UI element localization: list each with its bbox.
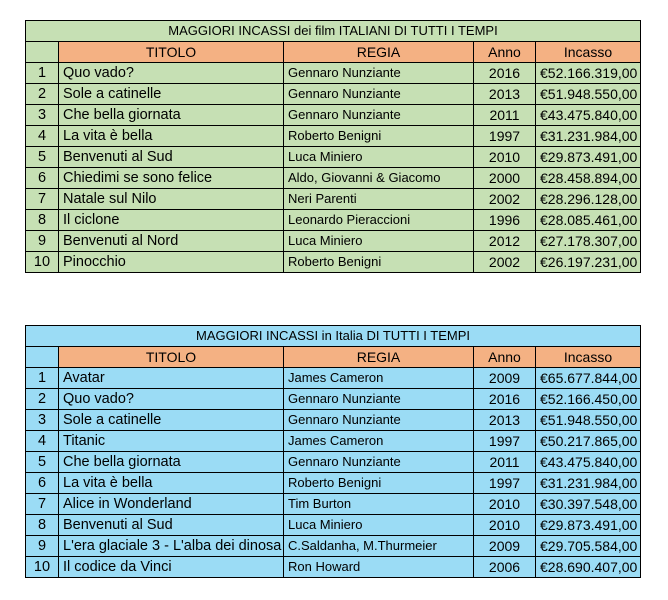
- director-cell: Luca Miniero: [284, 231, 474, 252]
- rank-cell: 7: [26, 494, 59, 515]
- gross-cell: [536, 63, 641, 84]
- gross-cell: [536, 410, 641, 431]
- director-cell: Gennaro Nunziante: [284, 410, 474, 431]
- director-cell: Gennaro Nunziante: [284, 105, 474, 126]
- table-row: [26, 126, 641, 147]
- header-incasso: Incasso: [536, 347, 641, 368]
- table-row: [26, 473, 641, 494]
- rank-cell: 10: [26, 252, 59, 273]
- header-regia: REGIA: [284, 347, 474, 368]
- gross-amount: 29.873.491,00: [547, 517, 638, 533]
- gross-amount: 43.475.840,00: [547, 107, 638, 123]
- gross-amount: 52.166.450,00: [547, 391, 638, 407]
- rank-cell: 2: [26, 389, 59, 410]
- rank-cell: 7: [26, 189, 59, 210]
- director-cell: Gennaro Nunziante: [284, 452, 474, 473]
- rank-cell: 5: [26, 147, 59, 168]
- rank-cell: 4: [26, 126, 59, 147]
- gross-amount: 65.677.844,00: [547, 370, 638, 386]
- director-cell: Roberto Benigni: [284, 252, 474, 273]
- gross-cell: [536, 431, 641, 452]
- header-titolo: TITOLO: [59, 347, 284, 368]
- currency-symbol: €: [540, 191, 548, 207]
- table-header-row: [26, 347, 641, 368]
- currency-symbol: €: [540, 370, 548, 386]
- rank-cell: 5: [26, 452, 59, 473]
- gross-cell: [536, 536, 641, 557]
- table-row: [26, 515, 641, 536]
- year-cell: 1997: [474, 473, 536, 494]
- currency-symbol: €: [540, 233, 548, 249]
- gross-amount: 51.948.550,00: [547, 86, 638, 102]
- currency-symbol: €: [540, 149, 548, 165]
- title-cell: Titanic: [59, 431, 284, 452]
- year-cell: 2011: [474, 452, 536, 473]
- gross-cell: [536, 452, 641, 473]
- gross-cell: [536, 515, 641, 536]
- table-row: [26, 410, 641, 431]
- year-cell: 2006: [474, 557, 536, 578]
- director-cell: Aldo, Giovanni & Giacomo: [284, 168, 474, 189]
- title-cell: L'era glaciale 3 - L'alba dei dinosa: [59, 536, 284, 557]
- director-cell: Roberto Benigni: [284, 473, 474, 494]
- header-corner-cell: [26, 347, 59, 368]
- year-cell: 2009: [474, 368, 536, 389]
- rank-cell: 10: [26, 557, 59, 578]
- year-cell: 2002: [474, 189, 536, 210]
- gross-cell: [536, 368, 641, 389]
- currency-symbol: €: [540, 559, 548, 575]
- year-cell: 2000: [474, 168, 536, 189]
- gross-cell: [536, 126, 641, 147]
- gross-cell: [536, 231, 641, 252]
- table-title: MAGGIORI INCASSI dei film ITALIANI DI TUTTI I TEMPI: [26, 21, 641, 42]
- title-cell: Quo vado?: [59, 63, 284, 84]
- gross-cell: [536, 168, 641, 189]
- rank-cell: 3: [26, 410, 59, 431]
- currency-symbol: €: [540, 475, 548, 491]
- title-cell: Che bella giornata: [59, 452, 284, 473]
- director-cell: C.Saldanha, M.Thurmeier: [284, 536, 474, 557]
- title-cell: Che bella giornata: [59, 105, 284, 126]
- title-cell: La vita è bella: [59, 473, 284, 494]
- title-cell: Chiedimi se sono felice: [59, 168, 284, 189]
- rank-cell: 8: [26, 210, 59, 231]
- table-title-row: [26, 326, 641, 347]
- director-cell: Ron Howard: [284, 557, 474, 578]
- currency-symbol: €: [540, 412, 548, 428]
- title-cell: Sole a catinelle: [59, 410, 284, 431]
- table-header-row: [26, 42, 641, 63]
- year-cell: 2016: [474, 389, 536, 410]
- header-anno: Anno: [474, 42, 536, 63]
- table-row: [26, 231, 641, 252]
- header-corner-cell: [26, 42, 59, 63]
- currency-symbol: €: [540, 65, 548, 81]
- gross-cell: [536, 147, 641, 168]
- header-incasso: Incasso: [536, 42, 641, 63]
- gross-amount: 29.873.491,00: [547, 149, 638, 165]
- currency-symbol: €: [540, 517, 548, 533]
- gross-amount: 28.296.128,00: [547, 191, 638, 207]
- year-cell: 2009: [474, 536, 536, 557]
- rank-cell: 9: [26, 231, 59, 252]
- table-row: [26, 452, 641, 473]
- gross-amount: 51.948.550,00: [547, 412, 638, 428]
- table-row: [26, 494, 641, 515]
- title-cell: Benvenuti al Sud: [59, 147, 284, 168]
- title-cell: Pinocchio: [59, 252, 284, 273]
- table-row: [26, 189, 641, 210]
- gross-cell: [536, 84, 641, 105]
- rank-cell: 1: [26, 63, 59, 84]
- gross-amount: 52.166.319,00: [547, 65, 638, 81]
- director-cell: Leonardo Pieraccioni: [284, 210, 474, 231]
- table-row: [26, 168, 641, 189]
- director-cell: Tim Burton: [284, 494, 474, 515]
- year-cell: 2013: [474, 84, 536, 105]
- gross-cell: [536, 252, 641, 273]
- table-row: [26, 210, 641, 231]
- header-anno: Anno: [474, 347, 536, 368]
- title-cell: Quo vado?: [59, 389, 284, 410]
- title-cell: Avatar: [59, 368, 284, 389]
- currency-symbol: €: [540, 538, 548, 554]
- year-cell: 2002: [474, 252, 536, 273]
- gross-amount: 27.178.307,00: [547, 233, 638, 249]
- table-row: [26, 105, 641, 126]
- rank-cell: 1: [26, 368, 59, 389]
- year-cell: 2016: [474, 63, 536, 84]
- currency-symbol: €: [540, 496, 548, 512]
- title-cell: La vita è bella: [59, 126, 284, 147]
- gross-amount: 30.397.548,00: [547, 496, 638, 512]
- rank-cell: 9: [26, 536, 59, 557]
- all-time-italy-table-body: [26, 326, 641, 578]
- gross-cell: [536, 105, 641, 126]
- gross-cell: [536, 494, 641, 515]
- title-cell: Natale sul Nilo: [59, 189, 284, 210]
- gross-amount: 50.217.865,00: [547, 433, 638, 449]
- title-cell: Il codice da Vinci: [59, 557, 284, 578]
- gross-cell: [536, 189, 641, 210]
- table-row: [26, 557, 641, 578]
- currency-symbol: €: [540, 128, 548, 144]
- title-cell: Benvenuti al Nord: [59, 231, 284, 252]
- table-row: [26, 63, 641, 84]
- year-cell: 2011: [474, 105, 536, 126]
- rank-cell: 2: [26, 84, 59, 105]
- year-cell: 1997: [474, 431, 536, 452]
- title-cell: Alice in Wonderland: [59, 494, 284, 515]
- currency-symbol: €: [540, 391, 548, 407]
- rank-cell: 6: [26, 168, 59, 189]
- table-row: [26, 147, 641, 168]
- rank-cell: 8: [26, 515, 59, 536]
- table-row: [26, 84, 641, 105]
- table-row: [26, 431, 641, 452]
- year-cell: 2010: [474, 494, 536, 515]
- director-cell: Gennaro Nunziante: [284, 84, 474, 105]
- gross-amount: 28.458.894,00: [547, 170, 638, 186]
- year-cell: 2010: [474, 147, 536, 168]
- gross-cell: [536, 389, 641, 410]
- gross-amount: 29.705.584,00: [547, 538, 638, 554]
- header-regia: REGIA: [284, 42, 474, 63]
- table-row: [26, 368, 641, 389]
- currency-symbol: €: [540, 86, 548, 102]
- year-cell: 2013: [474, 410, 536, 431]
- currency-symbol: €: [540, 454, 548, 470]
- year-cell: 1997: [474, 126, 536, 147]
- director-cell: Luca Miniero: [284, 515, 474, 536]
- currency-symbol: €: [540, 212, 548, 228]
- gross-amount: 43.475.840,00: [547, 454, 638, 470]
- currency-symbol: €: [540, 107, 548, 123]
- table-title-row: [26, 21, 641, 42]
- rank-cell: 4: [26, 431, 59, 452]
- all-time-italy-table: [25, 325, 641, 578]
- title-cell: Benvenuti al Sud: [59, 515, 284, 536]
- italian-films-table-body: [26, 21, 641, 273]
- year-cell: 1996: [474, 210, 536, 231]
- currency-symbol: €: [540, 254, 548, 270]
- director-cell: Gennaro Nunziante: [284, 389, 474, 410]
- director-cell: Neri Parenti: [284, 189, 474, 210]
- gross-cell: [536, 210, 641, 231]
- director-cell: Luca Miniero: [284, 147, 474, 168]
- header-titolo: TITOLO: [59, 42, 284, 63]
- director-cell: James Cameron: [284, 368, 474, 389]
- rank-cell: 3: [26, 105, 59, 126]
- table-row: [26, 536, 641, 557]
- year-cell: 2010: [474, 515, 536, 536]
- currency-symbol: €: [540, 433, 548, 449]
- year-cell: 2012: [474, 231, 536, 252]
- gross-amount: 28.085.461,00: [547, 212, 638, 228]
- table-row: [26, 389, 641, 410]
- gross-amount: 31.231.984,00: [547, 475, 638, 491]
- director-cell: Gennaro Nunziante: [284, 63, 474, 84]
- title-cell: Sole a catinelle: [59, 84, 284, 105]
- director-cell: James Cameron: [284, 431, 474, 452]
- italian-films-table: [25, 20, 641, 273]
- gross-amount: 28.690.407,00: [547, 559, 638, 575]
- table-row: [26, 252, 641, 273]
- gross-amount: 26.197.231,00: [547, 254, 638, 270]
- gross-cell: [536, 473, 641, 494]
- title-cell: Il ciclone: [59, 210, 284, 231]
- gross-amount: 31.231.984,00: [547, 128, 638, 144]
- rank-cell: 6: [26, 473, 59, 494]
- gross-cell: [536, 557, 641, 578]
- currency-symbol: €: [540, 170, 548, 186]
- table-title: MAGGIORI INCASSI in Italia DI TUTTI I TEMPI: [26, 326, 641, 347]
- director-cell: Roberto Benigni: [284, 126, 474, 147]
